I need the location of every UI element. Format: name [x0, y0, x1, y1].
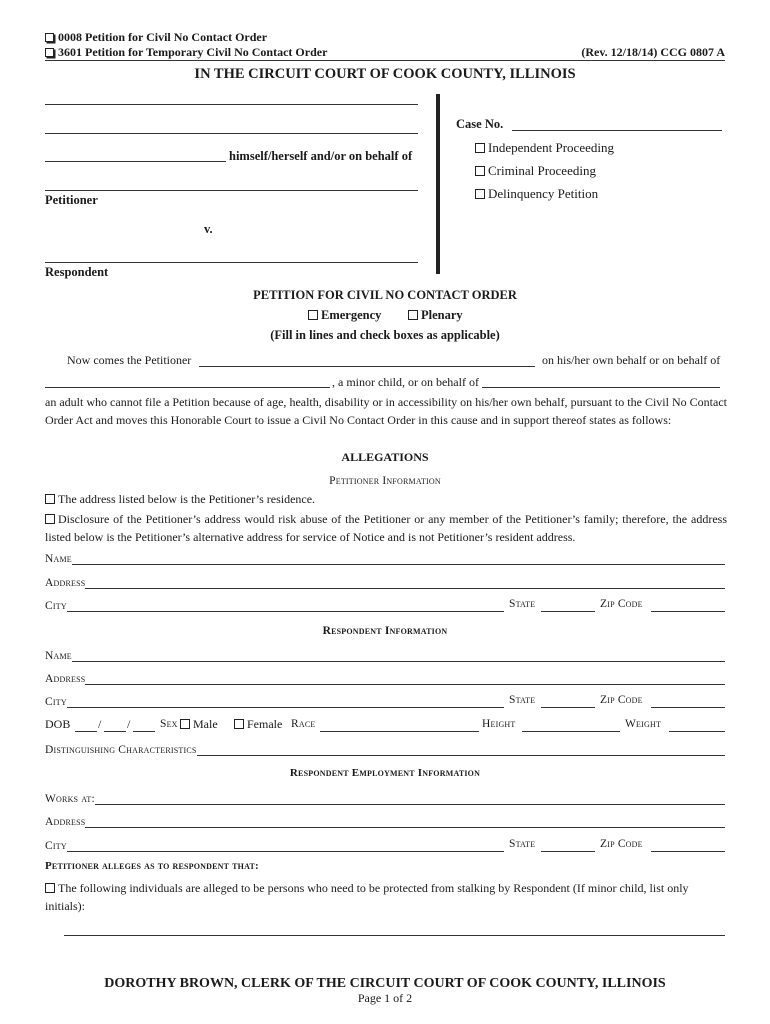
- employment-state-label: State: [509, 838, 536, 850]
- option-criminal-label: Criminal Proceeding: [488, 163, 596, 178]
- petition-title: PETITION FOR CIVIL NO CONTACT ORDER: [253, 288, 517, 302]
- revision-code: (Rev. 12/18/14) CCG 0807 A: [581, 45, 725, 59]
- petitioner-name-row[interactable]: [45, 550, 725, 566]
- protected-option-label: The following individuals are alleged to be persons who need to be protected from stalking by Respondent (If minor child, list only initials):: [45, 881, 689, 913]
- petitioner-zip-label: Zip Code: [600, 598, 643, 610]
- protected-persons-field[interactable]: [64, 935, 725, 936]
- petitioner-zip-field[interactable]: [651, 611, 725, 612]
- respondent-city-row[interactable]: [45, 693, 725, 709]
- checkbox-0008[interactable]: [45, 33, 54, 42]
- header-rule: [45, 60, 725, 61]
- works-at-label: Works at:: [45, 793, 95, 805]
- works-at-row[interactable]: [45, 790, 725, 806]
- petitioner-address-label: Address: [45, 577, 86, 589]
- petitioner-info-title: Petitioner Information: [329, 475, 441, 487]
- employment-state-field[interactable]: [541, 851, 595, 852]
- form-option-3601-label: 3601 Petition for Temporary Civil No Contact Order: [58, 45, 328, 59]
- distinguishing-label: Distinguishing Characteristics: [45, 744, 197, 756]
- petitioner-city-label: City: [45, 600, 67, 612]
- disclosure-option[interactable]: [45, 510, 727, 546]
- respondent-label: Respondent: [45, 265, 109, 279]
- respondent-city-label: City: [45, 696, 67, 708]
- sex-male-label: Male: [193, 717, 218, 731]
- checkbox-protected[interactable]: [45, 883, 55, 893]
- respondent-line[interactable]: [45, 262, 418, 263]
- petition-instructions: (Fill in lines and check boxes as applicable): [270, 328, 500, 342]
- checkbox-delinquency[interactable]: [475, 189, 485, 199]
- height-field[interactable]: [522, 731, 620, 732]
- dob-day-field[interactable]: [104, 731, 126, 732]
- dob-year-field[interactable]: [133, 731, 155, 732]
- form-option-0008-label: 0008 Petition for Civil No Contact Order: [58, 30, 268, 44]
- sex-label: Sex: [160, 718, 178, 730]
- petitioner-address-row[interactable]: [45, 574, 725, 590]
- checkbox-plenary[interactable]: [408, 310, 418, 320]
- dob-month-field[interactable]: [75, 731, 97, 732]
- respondent-dob-row[interactable]: DOB / / Sex Male Female Race Height Weight: [45, 717, 725, 733]
- protected-option[interactable]: [45, 879, 705, 915]
- respondent-state-label: State: [509, 694, 536, 706]
- respondent-zip-field[interactable]: [651, 707, 725, 708]
- employment-city-label: City: [45, 840, 67, 852]
- respondent-address-label: Address: [45, 673, 86, 685]
- minor-child-field[interactable]: [45, 387, 330, 388]
- petitioner-line-2[interactable]: [45, 133, 418, 134]
- checkbox-residence[interactable]: [45, 494, 55, 504]
- type-plenary-label: Plenary: [421, 308, 463, 322]
- allegations-title: ALLEGATIONS: [341, 450, 429, 464]
- clerk-footer: DOROTHY BROWN, CLERK OF THE CIRCUIT COURT OF COOK COUNTY, ILLINOIS: [104, 976, 666, 991]
- adult-behalf-field[interactable]: [482, 387, 720, 388]
- employment-city-row[interactable]: [45, 837, 725, 853]
- race-field[interactable]: [320, 731, 479, 732]
- residence-option-label: The address listed below is the Petitioner’s residence.: [58, 492, 316, 506]
- petitioner-state-label: State: [509, 598, 536, 610]
- minor-child-text: , a minor child, or on behalf of: [332, 375, 479, 389]
- option-delinquency-label: Delinquency Petition: [488, 186, 599, 201]
- type-emergency[interactable]: [308, 308, 381, 323]
- employment-zip-label: Zip Code: [600, 838, 643, 850]
- versus-text: v.: [204, 222, 213, 236]
- checkbox-3601[interactable]: [45, 48, 54, 57]
- option-independent-label: Independent Proceeding: [488, 140, 614, 155]
- petitioner-line-4[interactable]: [45, 190, 418, 191]
- sex-female-label: Female: [247, 717, 283, 731]
- checkbox-disclosure[interactable]: [45, 514, 55, 524]
- petitioner-name-label: Name: [45, 553, 72, 565]
- page-number: Page 1 of 2: [357, 991, 413, 1005]
- form-option-0008[interactable]: [45, 30, 267, 45]
- height-label: Height: [482, 718, 516, 730]
- residence-option[interactable]: [45, 492, 315, 507]
- sex-female-option[interactable]: [234, 717, 282, 732]
- weight-field[interactable]: [669, 731, 725, 732]
- type-plenary[interactable]: [408, 308, 463, 323]
- checkbox-female[interactable]: [234, 719, 244, 729]
- petitioner-city-row[interactable]: [45, 597, 725, 613]
- petitioner-line-3[interactable]: [45, 161, 226, 162]
- petitioner-state-field[interactable]: [541, 611, 595, 612]
- distinguishing-row[interactable]: [45, 741, 725, 757]
- checkbox-independent[interactable]: [475, 143, 485, 153]
- own-behalf-text: on his/her own behalf or on behalf of: [542, 353, 721, 367]
- type-emergency-label: Emergency: [321, 308, 382, 322]
- case-no-field[interactable]: [512, 130, 722, 131]
- petitioner-line-1[interactable]: [45, 104, 418, 105]
- checkbox-emergency[interactable]: [308, 310, 318, 320]
- disclosure-option-label: Disclosure of the Petitioner’s address would risk abuse of the Petitioner or any member of the Petitioner’s family; therefore, the address listed below is the Petitioner’s alternative address for service of Notice and is not Petitioner’s resident address.: [45, 512, 727, 544]
- race-label: Race: [291, 718, 316, 730]
- dob-label: DOB: [45, 717, 71, 731]
- respondent-name-row[interactable]: [45, 647, 725, 663]
- checkbox-male[interactable]: [180, 719, 190, 729]
- respondent-address-row[interactable]: [45, 670, 725, 686]
- respondent-info-title: Respondent Information: [322, 625, 448, 637]
- employment-zip-field[interactable]: [651, 851, 725, 852]
- respondent-state-field[interactable]: [541, 707, 595, 708]
- respondent-zip-label: Zip Code: [600, 694, 643, 706]
- sex-male-option[interactable]: [180, 717, 218, 732]
- court-title: IN THE CIRCUIT COURT OF COOK COUNTY, ILLINOIS: [194, 66, 576, 82]
- option-independent[interactable]: [475, 140, 614, 156]
- weight-label: Weight: [625, 718, 662, 730]
- form-option-3601[interactable]: [45, 45, 327, 60]
- checkbox-criminal[interactable]: [475, 166, 485, 176]
- option-criminal[interactable]: [475, 163, 596, 179]
- employment-address-row[interactable]: [45, 813, 725, 829]
- option-delinquency[interactable]: [475, 186, 598, 202]
- employment-address-label: Address: [45, 816, 86, 828]
- petitioner-name-field[interactable]: [199, 366, 535, 367]
- now-comes-text: Now comes the Petitioner: [67, 353, 192, 367]
- on-behalf-text: himself/herself and/or on behalf of: [229, 149, 413, 163]
- caption-divider: [436, 94, 440, 274]
- petitioner-label: Petitioner: [45, 193, 98, 207]
- alleges-title: Petitioner alleges as to respondent that:: [45, 860, 259, 872]
- case-no-label: Case No.: [456, 117, 504, 131]
- employment-title: Respondent Employment Information: [289, 767, 481, 779]
- intro-body: an adult who cannot file a Petition because of age, health, disability or in accessibility on his/her own behalf, pursuant to the Civil No Contact Order Act and moves this Honorable Court to issue a Civil No Contact Order in this cause and in support thereof states as follows:: [45, 395, 727, 427]
- respondent-name-label: Name: [45, 650, 72, 662]
